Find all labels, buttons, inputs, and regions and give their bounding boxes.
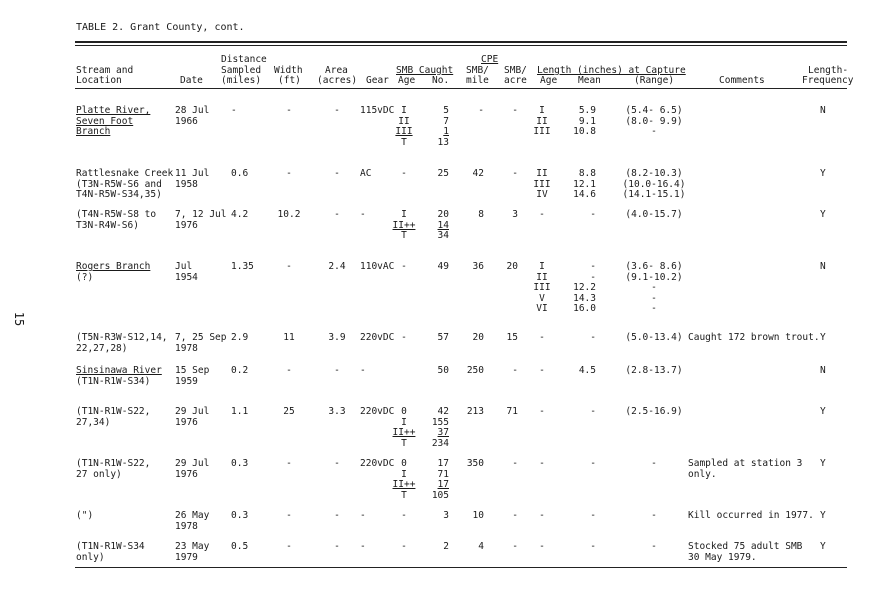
cell-cpe-acre: 20 <box>506 261 518 272</box>
cell-length-age: - <box>539 332 545 343</box>
top-rule <box>75 41 847 43</box>
cell-location: T4N-R5W-S34,35) <box>76 189 162 200</box>
header-date: Date <box>180 75 203 86</box>
cell-distance: 4.2 <box>231 209 249 220</box>
cell-age: - <box>401 168 407 179</box>
cell-gear: - <box>360 365 366 376</box>
cell-distance: 2.9 <box>231 332 249 343</box>
cell-date: 29 Jul <box>175 406 210 417</box>
cell-location: (T1N-R1W-S22, <box>76 458 151 469</box>
cell-length-frequency: Y <box>820 332 826 343</box>
cell-area: 3.3 <box>328 406 346 417</box>
cell-location: 22,27,28) <box>76 342 128 354</box>
cell-cpe-acre: - <box>512 541 518 552</box>
cell-range: - <box>651 292 657 304</box>
cell-location: Platte River, <box>76 105 151 116</box>
cell-cpe-acre: - <box>512 510 518 521</box>
cell-age: I <box>401 209 407 220</box>
cell-gear: - <box>360 510 366 521</box>
cell-age: - <box>401 332 407 343</box>
cell-location: (T4N-R5W-S8 to <box>76 209 157 220</box>
cell-date: Jul <box>175 261 193 272</box>
cell-number: 42 <box>437 406 449 417</box>
cell-range: (2.5-16.9) <box>625 406 683 417</box>
cell-number: 50 <box>437 365 449 376</box>
cell-length-frequency: Y <box>820 510 826 521</box>
cell-comments: Sampled at station 3 <box>688 458 803 469</box>
header-miles: (miles) <box>221 75 262 86</box>
header-smb-mile: SMB/ <box>466 65 489 76</box>
cell-age: 0 <box>401 406 407 417</box>
cell-length-age: V <box>539 292 545 304</box>
cell-location: (T1N-R1W-S22, <box>76 406 151 417</box>
cell-location: Branch <box>76 126 111 137</box>
cell-length-age: III <box>533 126 551 137</box>
cell-cpe-mile: 4 <box>478 541 484 552</box>
cell-cpe-mile: 36 <box>472 261 484 272</box>
header-mean: Mean <box>578 75 601 86</box>
cell-length-age: II <box>536 168 548 179</box>
cell-range: (8.0- 9.9) <box>625 115 683 127</box>
cell-cpe-acre: 15 <box>506 332 518 343</box>
cell-number: 17 <box>437 479 449 490</box>
header-width: Width <box>274 65 303 76</box>
top-rule-2 <box>75 45 847 46</box>
cell-length-age: VI <box>536 303 548 314</box>
cell-gear: - <box>360 209 366 220</box>
header-mile: mile <box>466 75 489 86</box>
cell-age: - <box>401 261 407 272</box>
cell-range: - <box>651 126 657 137</box>
cell-width: - <box>286 541 292 552</box>
header-stream: Stream and <box>76 65 134 76</box>
cell-area: 2.4 <box>328 261 346 272</box>
cell-age: T <box>401 230 407 241</box>
cell-range: (9.1-10.2) <box>625 271 683 283</box>
cell-mean: 8.8 <box>578 168 596 179</box>
cell-range: (4.0-15.7) <box>625 209 683 220</box>
cell-number: 13 <box>437 136 449 148</box>
cell-number: 2 <box>443 541 449 552</box>
cell-location: only) <box>76 551 105 563</box>
cell-mean: - <box>590 510 596 521</box>
cell-location: (T5N-R3W-S12,14, <box>76 332 168 343</box>
cell-age: - <box>401 510 407 521</box>
cell-number: 57 <box>437 332 449 343</box>
cell-location: (") <box>76 510 94 521</box>
cell-location: (?) <box>76 271 94 283</box>
cell-age: I <box>401 416 407 428</box>
cell-mean: 12.2 <box>573 282 596 293</box>
cell-width: 10.2 <box>277 209 301 220</box>
cell-distance: 1.1 <box>231 406 249 417</box>
cell-date: 1954 <box>175 271 198 283</box>
header-location: Location <box>76 75 122 86</box>
cell-mean: 5.9 <box>578 105 596 116</box>
cell-date: 28 Jul <box>175 105 210 116</box>
cell-number: 17 <box>437 458 449 469</box>
cell-area: - <box>334 510 340 521</box>
cell-gear: 220vDC <box>360 332 395 343</box>
header-gear: Gear <box>366 75 389 86</box>
header-length-freq-1: Length- <box>808 65 849 76</box>
cell-width: - <box>286 510 292 521</box>
cell-length-frequency: Y <box>820 458 826 469</box>
cell-mean: 16.0 <box>573 303 596 314</box>
cell-length-age: II <box>536 115 548 127</box>
cell-area: - <box>334 168 340 179</box>
cell-gear: 115vDC <box>360 105 395 116</box>
cell-age: - <box>401 541 407 552</box>
header-comments: Comments <box>719 75 765 86</box>
header-range: (Range) <box>634 75 675 86</box>
cell-length-frequency: Y <box>820 541 826 552</box>
header-sampled: Sampled <box>221 65 262 76</box>
cell-length-age: - <box>539 406 545 417</box>
cell-length-frequency: Y <box>820 209 826 220</box>
cell-range: (8.2-10.3) <box>625 168 683 179</box>
cell-number: 105 <box>431 489 449 501</box>
cell-number: 7 <box>443 115 449 127</box>
cell-age: I <box>401 105 407 116</box>
cell-length-age: IV <box>536 189 548 200</box>
cell-location: (T1N-R1W-S34 <box>76 541 145 552</box>
header-age: Age <box>398 75 416 86</box>
cell-cpe-acre: 3 <box>512 209 518 220</box>
cell-number: 34 <box>437 230 449 241</box>
cell-cpe-mile: 42 <box>472 168 484 179</box>
cell-width: - <box>286 105 292 116</box>
cell-mean: 12.1 <box>573 178 596 190</box>
cell-distance: 0.2 <box>231 365 249 376</box>
cell-number: 49 <box>437 261 449 272</box>
cell-cpe-acre: - <box>512 105 518 116</box>
cell-range: (5.0-13.4) <box>625 332 683 343</box>
cell-length-age: I <box>539 105 545 116</box>
cell-length-age: - <box>539 209 545 220</box>
cell-distance: 0.3 <box>231 510 249 521</box>
cell-cpe-mile: 250 <box>466 365 484 376</box>
cell-age: III <box>395 126 413 137</box>
cell-area: - <box>334 541 340 552</box>
cell-cpe-acre: - <box>512 168 518 179</box>
cell-number: 1 <box>443 126 449 137</box>
cell-location: 27,34) <box>76 416 111 428</box>
cell-location: Sinsinawa River <box>76 365 162 376</box>
cell-gear: 220vDC <box>360 406 395 417</box>
cell-length-frequency: N <box>820 105 826 116</box>
cell-mean: - <box>590 332 596 343</box>
cell-date: 26 May <box>175 510 210 521</box>
cell-date: 1976 <box>175 468 198 480</box>
cell-range: - <box>651 303 657 314</box>
cell-length-age: - <box>539 458 545 469</box>
cell-gear: - <box>360 541 366 552</box>
cell-length-frequency: Y <box>820 168 826 179</box>
header-length-freq-2: Frequency <box>802 75 854 86</box>
cell-age: II++ <box>392 479 416 490</box>
bottom-rule <box>75 567 847 568</box>
cell-date: 1978 <box>175 342 198 354</box>
cell-range: (5.4- 6.5) <box>625 105 683 116</box>
cell-date: 1976 <box>175 219 198 231</box>
cell-number: 25 <box>437 168 449 179</box>
cell-length-frequency: N <box>820 365 826 376</box>
cell-length-frequency: N <box>820 261 826 272</box>
cell-mean: - <box>590 209 596 220</box>
cell-distance: 0.3 <box>231 458 249 469</box>
cell-range: - <box>651 458 657 469</box>
cell-mean: 4.5 <box>578 365 596 376</box>
cell-date: 1976 <box>175 416 198 428</box>
cell-distance: 0.6 <box>231 168 249 179</box>
cell-gear: AC <box>360 168 372 179</box>
cell-range: (2.8-13.7) <box>625 365 683 376</box>
cell-cpe-mile: 20 <box>472 332 484 343</box>
cell-length-frequency: Y <box>820 406 826 417</box>
cell-cpe-acre: 71 <box>506 406 518 417</box>
cell-number: 155 <box>431 416 449 428</box>
cell-range: - <box>651 541 657 552</box>
cell-length-age: II <box>536 271 548 283</box>
cell-location: Rattlesnake Creek <box>76 168 174 179</box>
cell-distance: 1.35 <box>231 261 254 272</box>
cell-cpe-mile: 10 <box>472 510 484 521</box>
cell-length-age: III <box>533 282 551 293</box>
cell-comments: Caught 172 brown trout. <box>688 332 820 343</box>
header-rule <box>75 88 847 89</box>
cell-comments: Stocked 75 adult SMB <box>688 541 803 552</box>
cell-number: 5 <box>443 105 449 116</box>
cell-cpe-mile: - <box>478 105 484 116</box>
table-title: TABLE 2. Grant County, cont. <box>76 22 245 33</box>
cell-date: 1958 <box>175 178 198 190</box>
header-distance: Distance <box>221 54 267 65</box>
cell-range: - <box>651 510 657 521</box>
header-smb-acre: SMB/ <box>504 65 527 76</box>
cell-location: Seven Foot <box>76 115 134 127</box>
cell-date: 11 Jul <box>175 168 210 179</box>
cell-width: - <box>286 365 292 376</box>
header-acre: acre <box>504 75 527 86</box>
cell-mean: - <box>590 458 596 469</box>
cell-number: 14 <box>437 219 449 231</box>
cell-number: 37 <box>437 427 449 438</box>
cell-cpe-mile: 213 <box>466 406 484 417</box>
cell-mean: - <box>590 541 596 552</box>
cell-age: 0 <box>401 458 407 469</box>
header-cpe: CPE <box>481 54 499 65</box>
cell-date: 29 Jul <box>175 458 210 469</box>
cell-length-age: I <box>539 261 545 272</box>
cell-cpe-mile: 350 <box>466 458 484 469</box>
cell-width: - <box>286 261 292 272</box>
cell-mean: 14.3 <box>573 292 596 304</box>
cell-range: (10.0-16.4) <box>622 178 686 190</box>
cell-cpe-acre: - <box>512 458 518 469</box>
cell-area: - <box>334 365 340 376</box>
header-length: Length (inches) at Capture <box>537 65 686 76</box>
cell-age: II++ <box>392 219 416 231</box>
cell-width: - <box>286 168 292 179</box>
cell-location: (T1N-R1W-S34) <box>76 375 151 387</box>
cell-length-age: III <box>533 178 551 190</box>
cell-number: 3 <box>443 510 449 521</box>
cell-age: T <box>401 489 407 501</box>
cell-range: (3.6- 8.6) <box>625 261 683 272</box>
cell-length-age: - <box>539 510 545 521</box>
cell-age: I <box>401 468 407 480</box>
cell-location: Rogers Branch <box>76 261 151 272</box>
cell-range: - <box>651 282 657 293</box>
cell-date: 1959 <box>175 375 198 387</box>
cell-mean: - <box>590 271 596 283</box>
cell-date: 23 May <box>175 541 210 552</box>
page-number: 15 <box>12 311 27 327</box>
cell-date: 1978 <box>175 520 198 532</box>
cell-cpe-mile: 8 <box>478 209 484 220</box>
header-area: Area <box>325 65 348 76</box>
cell-date: 1979 <box>175 551 198 563</box>
cell-gear: 220vDC <box>360 458 395 469</box>
cell-area: - <box>334 105 340 116</box>
cell-cpe-acre: - <box>512 365 518 376</box>
header-area-unit: (acres) <box>317 75 358 86</box>
cell-date: 15 Sep <box>175 365 210 376</box>
cell-age: II <box>398 115 410 127</box>
cell-width: - <box>286 458 292 469</box>
cell-distance: 0.5 <box>231 541 249 552</box>
header-len-age: Age <box>540 75 558 86</box>
cell-width: 25 <box>283 406 295 417</box>
cell-mean: 10.8 <box>573 126 596 137</box>
cell-mean: - <box>590 261 596 272</box>
cell-location: T3N-R4W-S6) <box>76 219 139 231</box>
cell-number: 234 <box>431 437 449 449</box>
cell-comments: 30 May 1979. <box>688 551 757 563</box>
cell-mean: - <box>590 406 596 417</box>
cell-date: 7, 25 Sep <box>175 332 227 343</box>
header-width-unit: (ft) <box>278 75 301 86</box>
cell-range: (14.1-15.1) <box>622 189 686 200</box>
cell-age: T <box>401 437 407 449</box>
cell-date: 7, 12 Jul <box>175 209 227 220</box>
cell-length-age: - <box>539 541 545 552</box>
cell-length-age: - <box>539 365 545 376</box>
cell-age: T <box>401 136 407 148</box>
cell-comments: Kill occurred in 1977. <box>688 510 814 521</box>
cell-distance: - <box>231 105 237 116</box>
cell-area: - <box>334 209 340 220</box>
cell-date: 1966 <box>175 115 198 127</box>
cell-number: 71 <box>437 468 449 480</box>
cell-area: - <box>334 458 340 469</box>
cell-width: 11 <box>283 332 295 343</box>
header-no: No. <box>432 75 450 86</box>
cell-number: 20 <box>437 209 449 220</box>
cell-location: 27 only) <box>76 468 122 480</box>
cell-gear: 110vAC <box>360 261 395 272</box>
cell-location: (T3N-R5W-S6 and <box>76 178 162 190</box>
cell-age: II++ <box>392 427 416 438</box>
cell-mean: 14.6 <box>573 189 596 200</box>
header-smb-caught: SMB Caught <box>396 65 454 76</box>
cell-area: 3.9 <box>328 332 346 343</box>
cell-mean: 9.1 <box>578 115 596 127</box>
cell-comments: only. <box>688 468 717 480</box>
